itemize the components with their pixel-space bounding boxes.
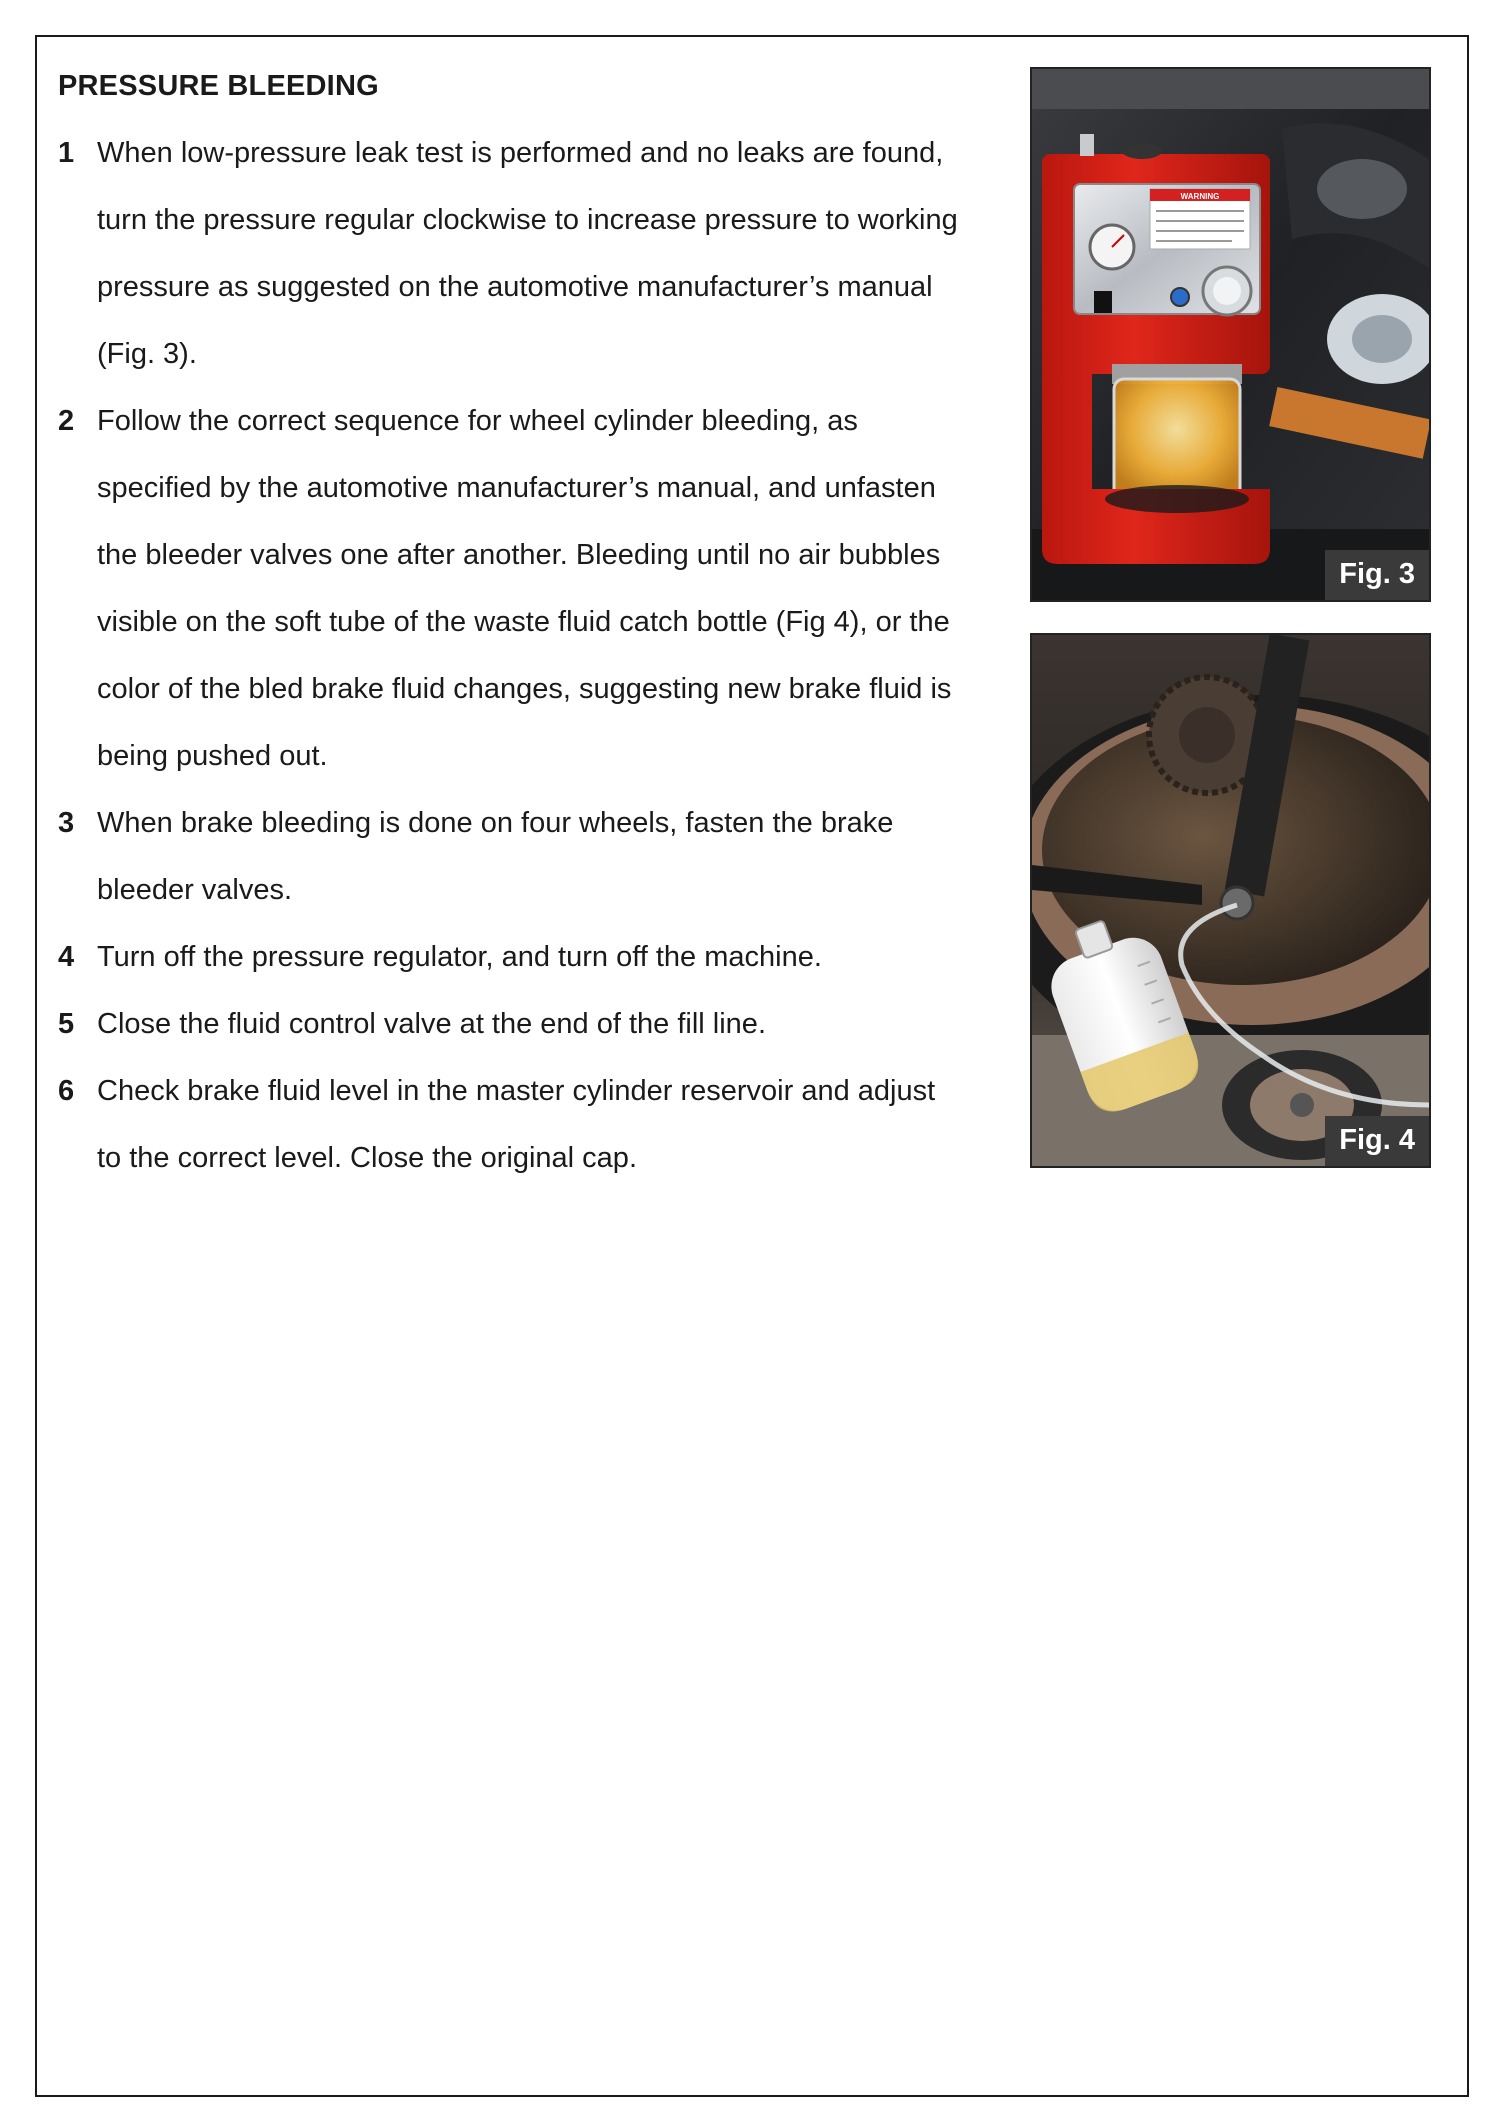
step-line: When low-pressure leak test is performed and no leaks are found, <box>97 137 944 169</box>
step-5 <box>58 991 1018 1058</box>
catch-bottle-wheel-illustration <box>1032 635 1429 1166</box>
step-line: bleeder valves. <box>97 874 293 906</box>
step-6 <box>58 1058 1018 1192</box>
step-line: pressure as suggested on the automotive manufacturer’s manual <box>97 271 933 303</box>
step-2 <box>58 388 1018 790</box>
steps-list <box>58 120 1018 1192</box>
figure-3-label: Fig. 3 <box>1325 550 1429 600</box>
step-number: 5 <box>58 1008 75 1040</box>
step-line: being pushed out. <box>97 740 328 772</box>
step-line: Follow the correct sequence for wheel cylinder bleeding, as <box>97 405 858 437</box>
brake-bleeder-machine-illustration <box>1032 69 1429 600</box>
step-line: visible on the soft tube of the waste fluid catch bottle (Fig 4), or the <box>97 606 950 638</box>
step-line: Turn off the pressure regulator, and turn off the machine. <box>97 941 822 973</box>
step-line: turn the pressure regular clockwise to increase pressure to working <box>97 204 958 236</box>
step-line: the bleeder valves one after another. Bleeding until no air bubbles <box>97 539 941 571</box>
step-line: color of the bled brake fluid changes, suggesting new brake fluid is <box>97 673 952 705</box>
step-1 <box>58 120 1018 388</box>
figure-4-label: Fig. 4 <box>1325 1116 1429 1166</box>
step-line: specified by the automotive manufacturer’s manual, and unfasten <box>97 472 936 504</box>
figure-4-photo <box>1030 633 1431 1168</box>
step-line: Close the fluid control valve at the end of the fill line. <box>97 1008 766 1040</box>
warning-label-text: WARNING <box>1180 192 1220 201</box>
step-line: Check brake fluid level in the master cylinder reservoir and adjust <box>97 1075 936 1107</box>
step-number: 3 <box>58 807 75 839</box>
step-line: to the correct level. Close the original cap. <box>97 1142 637 1174</box>
step-line: When brake bleeding is done on four wheels, fasten the brake <box>97 807 894 839</box>
step-3 <box>58 790 1018 924</box>
figure-3-photo <box>1030 67 1431 602</box>
step-number: 4 <box>58 941 75 973</box>
step-number: 2 <box>58 405 75 437</box>
step-line: (Fig. 3). <box>97 338 197 370</box>
step-number: 6 <box>58 1075 75 1107</box>
step-4 <box>58 924 1018 991</box>
section-heading: PRESSURE BLEEDING <box>58 70 379 102</box>
document-body <box>58 66 1018 1192</box>
step-number: 1 <box>58 137 75 169</box>
